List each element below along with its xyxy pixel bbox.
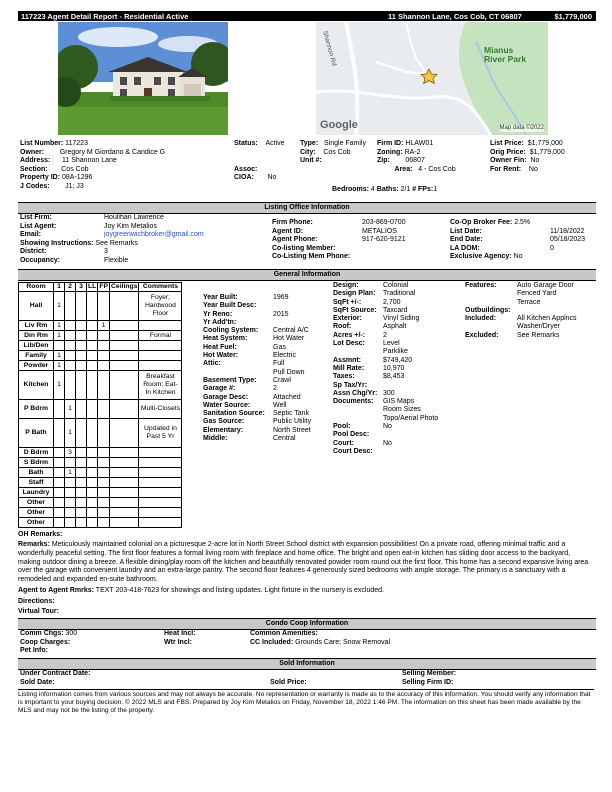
field-row: Assn Chg/Yr: 300 — [333, 389, 395, 397]
list-date: 11/18/2022 — [550, 227, 585, 235]
room-row — [19, 321, 182, 331]
office-col-2-values — [362, 219, 406, 245]
field-row: Mill Rate: 10,970 — [333, 364, 405, 372]
field-row: Court Desc: — [333, 447, 373, 455]
room-level-cell — [87, 341, 98, 351]
map-park-label: Mianus River Park — [484, 45, 527, 65]
field-row: Water Source: Well — [203, 401, 287, 409]
office-col-3: Co-Op Broker Fee: 2.5% List Date: End Date: LA DOM: Exclusive Agency: No — [450, 219, 531, 261]
room-level-cell — [87, 488, 98, 498]
field-row: Design Plan: Traditional — [333, 290, 416, 298]
room-level-cell — [65, 518, 76, 528]
room-level-cell — [98, 518, 110, 528]
room-name: Hall — [19, 292, 54, 321]
field-row: Taxes: $8,453 — [333, 373, 405, 381]
header-bar — [18, 11, 596, 21]
google-logo: Google — [320, 119, 358, 131]
la-dom: 0 — [550, 244, 554, 252]
map-road-label: Shannon Rd — [321, 30, 338, 67]
comm-chgs: 300 — [65, 630, 78, 637]
room-level-cell — [98, 458, 110, 468]
room-name: Kitchen — [19, 371, 54, 400]
room-name: Other — [19, 508, 54, 518]
exclusive-agency: No — [513, 253, 523, 261]
room-level-cell — [65, 331, 76, 341]
room-level-cell — [110, 468, 139, 478]
room-row — [19, 478, 182, 488]
room-comment — [139, 468, 182, 478]
room-level-cell: 1 — [54, 292, 65, 321]
header-address: 11 Shannon Lane, Cos Cob, CT 06807 — [388, 12, 522, 21]
room-row — [19, 468, 182, 478]
room-level-cell — [98, 419, 110, 448]
room-level-cell — [65, 351, 76, 361]
room-comment: Formal — [139, 331, 182, 341]
room-name: D Bdrm — [19, 448, 54, 458]
field-row: Sanitation Source: Septic Tank — [203, 410, 310, 418]
room-level-cell: 1 — [98, 321, 110, 331]
room-row — [19, 292, 182, 321]
field-row: Pool Desc: — [333, 431, 370, 439]
room-level-cell — [110, 292, 139, 321]
sold-col-1: Under Contract Date: Sold Date: — [20, 670, 91, 686]
room-col-header: FP — [99, 283, 108, 290]
room-name: Staff — [19, 478, 54, 488]
top-col-3: Type: Single Family City: Cos Cob Unit #: — [300, 140, 367, 165]
room-comment: Multi-Closets — [139, 400, 182, 419]
condo-header: Condo Coop Information — [18, 618, 596, 630]
room-level-cell — [87, 419, 98, 448]
room-level-cell — [110, 321, 139, 331]
field-row: Elementary: North Street — [203, 426, 311, 434]
room-level-cell — [98, 468, 110, 478]
top-col-1: List Number: 117223 Owner: Gregory M Giordano & Candice G Address: 11 Shannon Lane Section: Cos Cob Property ID: 08A-1296 J Codes: J1; J3 — [20, 140, 166, 190]
field-row: Documents: GIS Maps Room Sizes Topo/Aerial Photo — [333, 398, 439, 422]
orig-price: $1,779,000 — [529, 148, 565, 156]
field-row: Year Built Desc: — [203, 302, 257, 310]
field-row: Basement Type: Crawl — [203, 376, 291, 384]
field-row: Court: No — [333, 439, 392, 447]
room-comment — [139, 508, 182, 518]
room-level-cell: 1 — [65, 419, 76, 448]
field-row: Heat System: Hot Water — [203, 335, 305, 343]
room-level-cell — [65, 371, 76, 400]
field-row: Gas Source: Public Utility — [203, 418, 312, 426]
room-row — [19, 371, 182, 400]
field-row: Garage Desc: Attached — [203, 393, 301, 401]
room-level-cell — [76, 331, 87, 341]
listing-office-header: Listing Office Information — [18, 202, 596, 214]
field-row: Exterior: Vinyl Siding — [333, 315, 420, 323]
property-photo[interactable] — [58, 22, 228, 135]
room-level-cell: 1 — [65, 400, 76, 419]
room-comment — [139, 518, 182, 528]
room-level-cell — [54, 498, 65, 508]
office-col-2: Firm Phone: Agent ID: Agent Phone: Co-listing Member: Co-Listing Mem Phone: — [272, 219, 351, 261]
room-level-cell — [87, 518, 98, 528]
field-row: Design: Colonial — [333, 282, 409, 289]
room-level-cell — [110, 331, 139, 341]
room-level-cell — [54, 468, 65, 478]
room-level-cell — [76, 351, 87, 361]
top-col-5: List Price: $1,779,000 Orig Price: $1,779,000 Owner Fin: No For Rent: No — [490, 140, 565, 173]
room-level-cell — [76, 508, 87, 518]
sold-col-3: Selling Member: Selling Firm ID: — [402, 670, 457, 686]
for-rent: No — [528, 165, 538, 173]
general-col-4 — [465, 282, 577, 340]
room-level-cell — [76, 498, 87, 508]
disclaimer-footer: Listing information comes from various sources and may not always be accurate. No representation or warranty is made as to the accuracy of this information. You should verify any information that is important to your buying decision. © 2022 MLS and FBS. Prepared by Joy Kim Metalios on Friday, November 18, 2022 1:46 PM. The information on this sheet has been made available by the MLS and may not be the listing of the property. — [18, 689, 594, 715]
room-level-cell — [110, 458, 139, 468]
general-col-3 — [333, 282, 438, 456]
list-price: $1,779,000 — [527, 140, 563, 147]
room-comment — [139, 458, 182, 468]
rooms-table — [18, 282, 182, 528]
room-level-cell — [76, 361, 87, 371]
condo-col-1: Comm Chgs: 300 Coop Charges: Pet Info: — [20, 630, 78, 655]
room-name: Laundry — [19, 488, 54, 498]
room-col-header: 2 — [65, 283, 76, 292]
zip: 06807 — [405, 157, 425, 165]
room-level-cell — [76, 341, 87, 351]
room-name: S Bdrm — [19, 458, 54, 468]
room-row — [19, 361, 182, 371]
room-level-cell — [76, 518, 87, 528]
room-col-header: Room — [19, 283, 54, 292]
room-level-cell — [76, 478, 87, 488]
field-row: Acres +/-: 2 — [333, 331, 387, 339]
agent-email[interactable]: joygreenwichbroker@gmail.com — [104, 231, 204, 239]
room-level-cell — [98, 400, 110, 419]
room-level-cell — [110, 371, 139, 400]
room-level-cell — [87, 498, 98, 508]
room-level-cell — [110, 400, 139, 419]
firm-id: HLAW01 — [405, 140, 434, 147]
agent-remarks-text: TEXT 203-418-7623 for showings and listing updates. Light fixture in the nursery is excluded. — [95, 587, 384, 594]
room-level-cell — [65, 458, 76, 468]
room-level-cell — [65, 478, 76, 488]
office-col-1: List Firm: List Agent: Email: Showing Instructions: See Remarks District: Occupancy: — [20, 214, 138, 264]
occupancy: Flexible — [104, 256, 129, 264]
section: Cos Cob — [61, 165, 89, 173]
room-level-cell — [110, 488, 139, 498]
zoning: RA-2 — [404, 148, 421, 156]
field-row: Year Built: 1969 — [203, 294, 289, 301]
list-number: 117223 — [65, 140, 88, 147]
room-row — [19, 400, 182, 419]
field-row: SqFt +/-: 2,700 — [333, 298, 401, 306]
owner: Gregory M Giordano & Candice G — [59, 148, 166, 156]
agent-id: METALIOS — [362, 227, 397, 235]
list-firm: Houlihan Lawrence — [104, 214, 164, 221]
room-level-cell — [87, 400, 98, 419]
room-level-cell — [98, 478, 110, 488]
room-level-cell — [87, 448, 98, 458]
room-level-cell — [110, 508, 139, 518]
field-row: Yr Add'tn: — [203, 318, 237, 326]
general-col-2 — [203, 294, 311, 443]
field-row: Assmnt: $749,420 — [333, 356, 413, 364]
field-row: Pool: No — [333, 423, 392, 431]
field-row: Cooling System: Central A/C — [203, 327, 309, 335]
co-op-fee: 2.5% — [514, 219, 531, 226]
room-row — [19, 458, 182, 468]
room-name: Bath — [19, 468, 54, 478]
room-row — [19, 331, 182, 341]
room-level-cell — [54, 478, 65, 488]
room-level-cell — [65, 341, 76, 351]
report-title: 117223 Agent Detail Report - Residential Active — [21, 12, 189, 21]
room-level-cell — [110, 478, 139, 488]
room-level-cell — [98, 351, 110, 361]
remarks-text: Meticulously maintained colonial on a picturesque 2-acre lot in North Street School district with expansion possibilities! On a private road, offering minimal traffic and a wonderfully peaceful setting. The first floor features a formal living room with fireplace and home office. The bright and open eat-in kitchen has sliding door access to the backyard, making outdoor dining a breeze. A flexible dining/play room off the kitchen and beautifully renovated powder room round out the first floor. This home has a second expansive living area over the garage with convenient laundry and an extra-large pantry. The second floor features 4 generously sized bedrooms with ample storage. The primary is a sanctuary with a remodeled and expanded en-suite bathroom. — [18, 541, 589, 583]
room-name: P Bath — [19, 419, 54, 448]
room-row — [19, 508, 182, 518]
room-level-cell — [76, 458, 87, 468]
room-comment: Breakfast Room; Eat-In Kitchen — [139, 371, 182, 400]
room-level-cell — [54, 508, 65, 518]
room-level-cell — [65, 321, 76, 331]
room-name: P Bdrm — [19, 400, 54, 419]
room-level-cell — [76, 321, 87, 331]
area: 4 - Cos Cob — [418, 165, 456, 173]
end-date: 05/18/2023 — [550, 236, 586, 244]
header-price: $1,779,000 — [554, 12, 592, 21]
owner-fin: No — [530, 157, 540, 165]
room-comment — [139, 448, 182, 458]
room-comment — [139, 321, 182, 331]
room-comment — [139, 341, 182, 351]
room-level-cell: 1 — [54, 361, 65, 371]
room-level-cell — [98, 448, 110, 458]
field-row: Sp Tax/Yr: — [333, 381, 368, 389]
city: Cos Cob — [323, 148, 351, 156]
sold-header: Sold Information — [18, 658, 596, 670]
showing-instructions: See Remarks — [95, 239, 138, 247]
jcodes: J1; J3 — [65, 182, 84, 190]
field-row: Outbuildings: — [465, 306, 511, 314]
room-row — [19, 448, 182, 458]
location-map[interactable] — [316, 22, 548, 135]
room-level-cell — [87, 331, 98, 341]
room-level-cell — [87, 361, 98, 371]
room-level-cell — [98, 361, 110, 371]
room-level-cell — [54, 488, 65, 498]
room-name: Liv Rm — [19, 321, 54, 331]
room-comment — [139, 351, 182, 361]
agent-remarks: Agent to Agent Rmrks: TEXT 203-418-7623 for showings and listing updates. Light fixture in the nursery is excluded. — [18, 587, 384, 594]
room-col-header: Ceilings — [111, 283, 138, 290]
cc-included: Grounds Care; Snow Removal — [295, 638, 391, 646]
room-level-cell — [76, 292, 87, 321]
property-id: 08A-1296 — [62, 174, 93, 182]
room-level-cell — [98, 371, 110, 400]
room-level-cell — [54, 448, 65, 458]
room-level-cell — [110, 361, 139, 371]
district: 3 — [104, 248, 108, 256]
room-level-cell — [87, 351, 98, 361]
condo-col-2: Heat Incl: Wtr Incl: — [164, 630, 196, 646]
room-level-cell: 1 — [54, 321, 65, 331]
field-row: Lot Desc: Level Parklike — [333, 340, 408, 356]
agent-phone: 917-620-9121 — [362, 236, 406, 244]
room-level-cell — [87, 321, 98, 331]
room-level-cell — [98, 498, 110, 508]
address: 11 Shannon Lane — [62, 157, 117, 165]
sold-col-2: Sold Price: — [270, 678, 307, 686]
room-level-cell — [54, 518, 65, 528]
room-level-cell: 1 — [54, 351, 65, 361]
field-row: Features: Auto Garage Door Fenced Yard Terrace — [465, 282, 574, 306]
room-comment — [139, 498, 182, 508]
condo-col-3: Common Amenities: CC Included: Grounds Care; Snow Removal — [250, 630, 391, 646]
room-row — [19, 341, 182, 351]
room-level-cell — [54, 419, 65, 448]
room-level-cell — [76, 419, 87, 448]
oh-remarks: OH Remarks: — [18, 531, 63, 538]
room-level-cell — [98, 341, 110, 351]
virtual-tour: Virtual Tour: — [18, 608, 59, 615]
room-level-cell — [65, 498, 76, 508]
room-level-cell — [76, 468, 87, 478]
room-level-cell — [76, 400, 87, 419]
room-level-cell: 1 — [54, 331, 65, 341]
room-level-cell — [76, 371, 87, 400]
status: Active — [265, 140, 285, 147]
room-level-cell — [110, 498, 139, 508]
office-col-1-values — [104, 214, 204, 266]
room-level-cell — [98, 508, 110, 518]
room-row — [19, 419, 182, 448]
room-name: Powder — [19, 361, 54, 371]
room-level-cell — [87, 478, 98, 488]
room-level-cell — [54, 341, 65, 351]
room-level-cell — [110, 341, 139, 351]
field-row: SqFt Source: Taxcard — [333, 306, 408, 314]
top-col-2: Status: Active Assoc: CIOA: No — [234, 140, 285, 182]
field-row: Roof: Asphalt — [333, 323, 407, 331]
room-level-cell — [65, 508, 76, 518]
room-level-cell — [110, 351, 139, 361]
room-level-cell — [65, 361, 76, 371]
room-col-header: LL — [88, 283, 97, 290]
room-comment: Foyer; Hardwood Floor — [139, 292, 182, 321]
room-name: Din Rm — [19, 331, 54, 341]
remarks: Remarks: Meticulously maintained colonial on a picturesque 2-acre lot in North Street School district with expansion possibilities! On a private road, offering minimal traffic and a wonderfully peaceful setting. The first floor features a formal living room with fireplace and home office. The bright and open eat-in kitchen has sliding door access to the backyard, making outdoor dining a breeze. A flexible dining/play room off the kitchen and beautifully renovated powder room round out the first floor. This home has a second expansive living area over the garage with convenient laundry and an extra-large pantry. The second floor features 4 generously sized bedrooms with ample storage. The primary is a sanctuary with a remodeled and expanded en-suite bathroom. — [18, 541, 589, 583]
room-name: Family — [19, 351, 54, 361]
field-row: Yr Reno: 2015 — [203, 310, 289, 318]
room-col-header: 1 — [54, 283, 65, 292]
room-level-cell — [110, 448, 139, 458]
field-row: Excluded: See Remarks — [465, 331, 560, 339]
room-name: Lib/Den — [19, 341, 54, 351]
room-level-cell — [87, 458, 98, 468]
room-comment — [139, 361, 182, 371]
room-comment — [139, 488, 182, 498]
room-level-cell — [110, 518, 139, 528]
room-level-cell — [98, 488, 110, 498]
room-level-cell — [65, 488, 76, 498]
type: Single Family — [324, 140, 367, 147]
room-level-cell: 1 — [65, 468, 76, 478]
field-row: Middle: Central — [203, 435, 296, 443]
room-col-header: 3 — [76, 283, 87, 292]
room-level-cell — [87, 468, 98, 478]
field-row: Attic: Full Pull Down — [203, 360, 305, 376]
room-level-cell — [98, 331, 110, 341]
room-level-cell — [87, 371, 98, 400]
room-level-cell — [65, 292, 76, 321]
room-row — [19, 518, 182, 528]
list-agent: Joy Kim Metalios — [104, 222, 157, 230]
room-level-cell — [76, 488, 87, 498]
room-level-cell — [87, 292, 98, 321]
office-col-3-values — [550, 228, 585, 254]
firm-phone: 203-869-0700 — [362, 219, 406, 226]
cioa: No — [267, 174, 277, 182]
room-comment — [139, 478, 182, 488]
field-row: Hot Water: Electric — [203, 352, 296, 360]
room-level-cell — [76, 448, 87, 458]
room-level-cell — [54, 400, 65, 419]
room-level-cell — [54, 458, 65, 468]
room-row — [19, 498, 182, 508]
room-comment: Updated in Past 5 Yr — [139, 419, 182, 448]
room-level-cell — [110, 419, 139, 448]
field-row: Heat Fuel: Gas — [203, 343, 286, 351]
room-level-cell — [87, 508, 98, 518]
room-row — [19, 488, 182, 498]
room-level-cell: 1 — [54, 371, 65, 400]
room-level-cell: 3 — [65, 448, 76, 458]
field-row: Garage #: 2 — [203, 385, 277, 393]
field-row: Included: All Kitchen Applncs Washer/Dryer — [465, 315, 577, 331]
general-info-header: General Information — [18, 269, 596, 281]
room-name: Other — [19, 518, 54, 528]
bed-bath-line: Bedrooms: 4 Baths: 2/1 # FPs:1 — [332, 186, 438, 193]
room-name: Other — [19, 498, 54, 508]
directions: Directions: — [18, 598, 55, 605]
top-col-4: Firm ID: HLAW01 Zoning: RA-2 Zip: 06807 Area: 4 - Cos Cob — [377, 140, 456, 173]
room-row — [19, 351, 182, 361]
room-col-header: Comments — [139, 283, 182, 292]
map-copyright: Map data ©2022 — [499, 125, 544, 131]
room-level-cell — [98, 292, 110, 321]
